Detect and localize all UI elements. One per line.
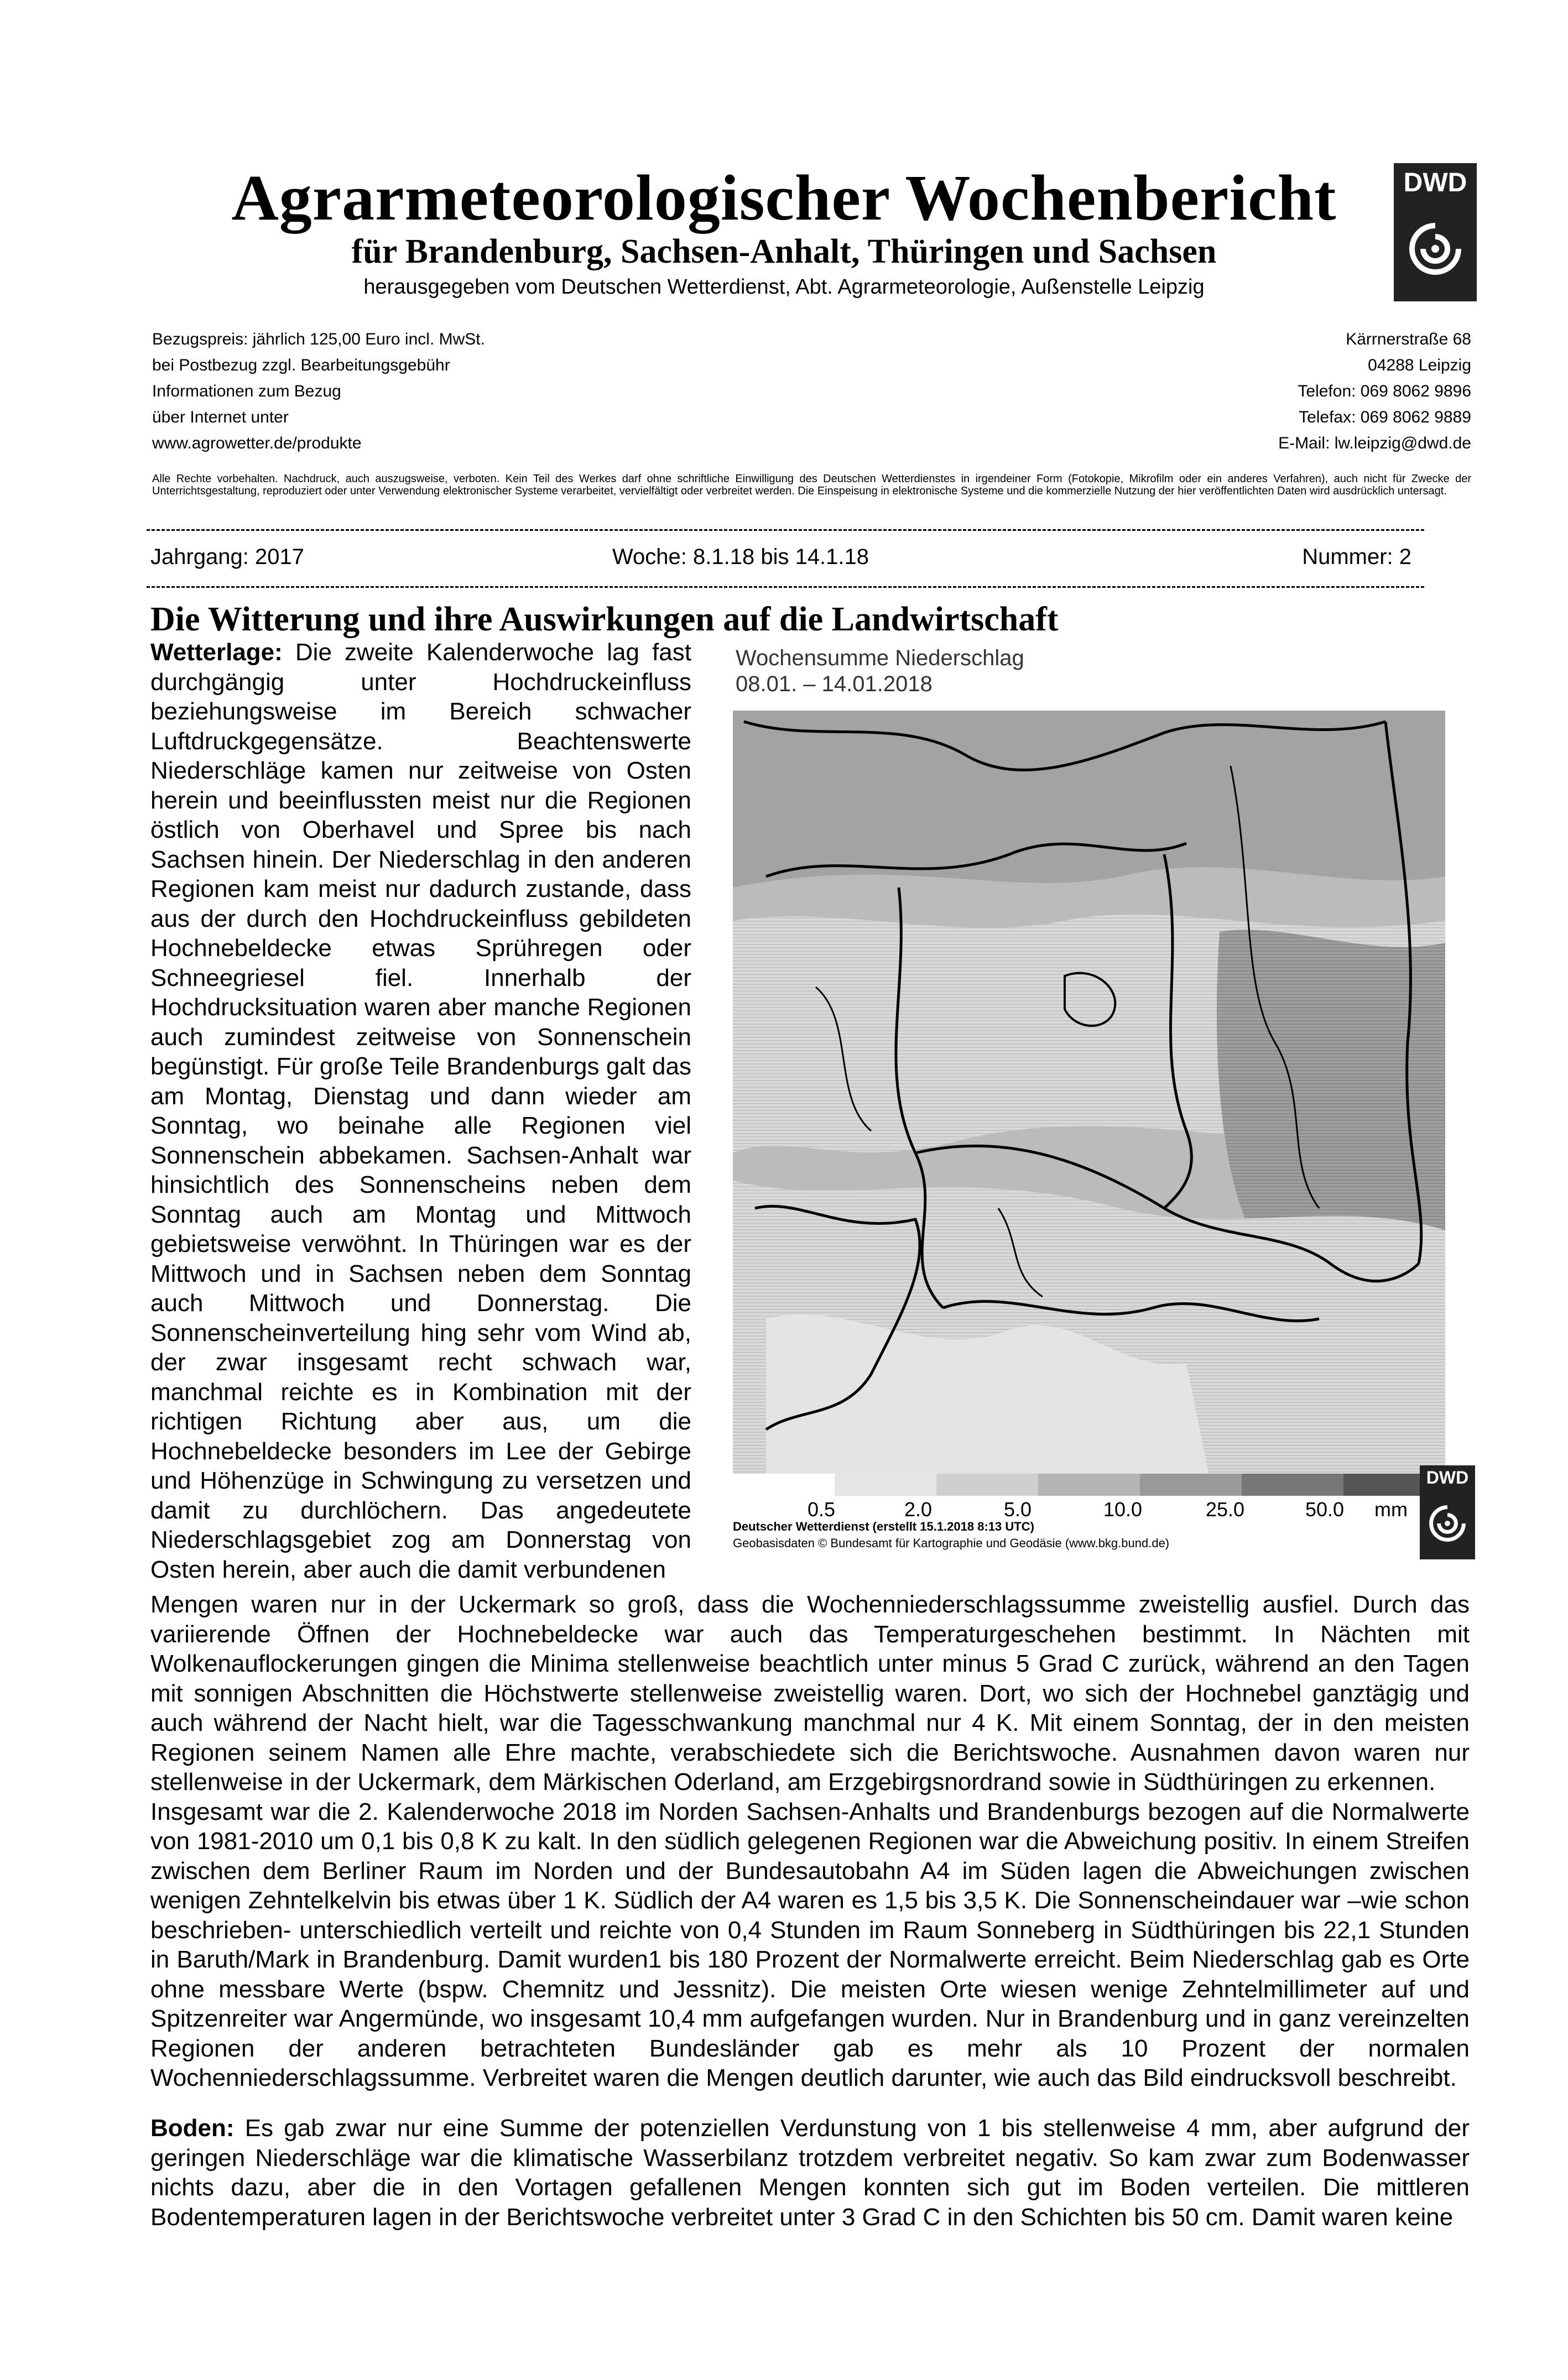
wetterlage-paragraph [150, 638, 691, 1590]
legend-unit: mm [1374, 1498, 1408, 1521]
dwd-swirl-icon [1428, 1504, 1467, 1543]
legend-label: 10.0 [1103, 1498, 1143, 1521]
map-title: Wochensumme Niederschlag [736, 646, 1024, 670]
website-link[interactable]: www.agrowetter.de/produkte [152, 434, 362, 452]
divider [147, 529, 1424, 531]
boden-text: Es gab zwar nur eine Summe der potenziellen Verdunstung von 1 bis stellenweise 4 mm, aber aufgrund der geringen Niederschläge war die klimatische Wasserbilanz trotzdem verbreitet negativ. So kam zwar zum Bodenwasser nichts dazu, aber die in den Vortagen gefallenen Mengen konnten sich gut im Boden verteilen. Die mittleren Bodentemperaturen lagen in der Berichtswoche verbreitet unter 3 Grad C in den Schichten bis 50 cm. Damit waren keine [150, 2115, 1470, 2231]
subscription-line: bei Postbezug zzgl. Bearbeitungsgebühr [152, 356, 450, 374]
boden-label: Boden: [150, 2115, 235, 2142]
legend-bar [733, 1474, 1445, 1496]
wetterlage-paragraph-2: Mengen waren nur in der Uckermark so groß, dass die Wochenniederschlagssumme zweistellig ausfiel. Durch das variierende Öffnen der Hochnebeldecke war auch das Temperaturgeschehen bestimmt. In Nächten mit Wolkenauflockerungen gingen die Minima stellenweise beachtlich unter minus 5 Grad C zurück, während an den Tagen mit sonnigen Abschnitten die Höchstwerte stellenweise zweistellig waren. Dort, wo sich der Hochnebel ganztägig und auch während der Nacht hielt, war die Tagesschwankung manchmal nur 4 K. Mit einem Sonntag, der in den meisten Regionen seinem Namen alle Ehre machte, verabschiedete sich die Berichtswoche. Ausnahmen davon waren nur stellenweise in der Uckermark, dem Märkischen Oderland, am Erzgebirgsnordrand sowie in Südthüringen zu erkennen. [150, 1591, 1470, 1796]
issue-meta [150, 545, 1411, 572]
legend-swatch [1242, 1474, 1343, 1496]
legend-swatch [936, 1474, 1038, 1496]
nummer: Nummer: 2 [1302, 545, 1411, 569]
dwd-logo-text: DWD [1426, 1468, 1469, 1488]
subscription-line: über Internet unter [152, 408, 289, 426]
page-subtitle: für Brandenburg, Sachsen-Anhalt, Thüringen und Sachsen [351, 233, 1217, 270]
copyright-notice: Alle Rechte vorbehalten. Nachdruck, auch auszugsweise, verboten. Kein Teil des Werkes darf ohne schriftliche Einwilligung des Deutschen Wetterdienstes in irgendeiner Form (Fotokopie, Mikrofilm oder ein anderes Verfahren), auch nicht für Zwecke der Unterrichtsgestaltung, reproduziert oder unter Verwendung elektronischer Systeme verarbeitet, vervielfältigt oder verbreitet werden. Die Einspeisung in elektronische Systeme und die kommerzielle Nutzung der hier veröffentlichten Daten wird ausdrücklich untersagt. [152, 473, 1471, 497]
wetterlage-label: Wetterlage: [150, 639, 283, 666]
address-city: 04288 Leipzig [1368, 356, 1471, 374]
legend-swatch [835, 1474, 936, 1496]
legend-swatch [1140, 1474, 1242, 1496]
boden-paragraph [150, 2113, 1470, 2232]
phone: Telefon: 069 8062 9896 [1298, 382, 1471, 400]
legend-swatch [1038, 1474, 1140, 1496]
dwd-swirl-icon [1408, 221, 1463, 276]
map-legend [733, 1474, 1445, 1525]
dwd-logo-text: DWD [1403, 168, 1467, 197]
precipitation-map [733, 711, 1445, 1474]
page-title: Agrarmeteorologischer Wochenbericht [231, 161, 1337, 234]
map-geodata-credit: Geobasisdaten © Bundesamt für Kartographie und Geodäsie (www.bkg.bund.de) [733, 1536, 1170, 1550]
address-street: Kärrnerstraße 68 [1346, 330, 1471, 348]
section-heading: Die Witterung und ihre Auswirkungen auf die Landwirtschaft [150, 601, 1059, 638]
map-credit: Deutscher Wetterdienst (erstellt 15.1.2018 8:13 UTC) [733, 1520, 1034, 1533]
contact-info [1278, 326, 1471, 456]
legend-label: 5.0 [1004, 1498, 1032, 1521]
wetterlage-text: Die zweite Kalenderwoche lag fast durchgängig unter Hochdruckeinfluss beziehungsweise im Bereich schwacher Luftdruckgegensätze. Beachtenswerte Niederschläge kamen nur zeitweise von Osten herein und beeinflussten meist nur die Regionen östlich von Oberhavel und Spree bis nach Sachsen hinein. Der Niederschlag in den anderen Regionen kam meist nur dadurch zustande, dass aus der durch den Hochdruckeinfluss gebildeten Hochnebeldecke etwas Sprühregen oder Schneegriesel fiel. Innerhalb der Hochdrucksituation waren aber manche Regionen auch zumindest zeitweise von Sonnenschein begünstigt. Für große Teile Brandenburgs galt das am Montag, Dienstag und dann wieder am Sonntag, wo beinahe alle Regionen viel Sonnenschein abbekamen. Sachsen-Anhalt war hinsichtlich des Sonnenscheins neben dem Sonntag auch am Montag und Mittwoch gebietsweise verwöhnt. In Thüringen war es der Mittwoch und in Sachsen neben dem Sonntag auch Mittwoch und Donnerstag. Die Sonnenscheinverteilung hing sehr vom Wind ab, der zwar insgesamt recht schwach war, manchmal reichte es in Kombination mit der richtigen Richtung aber aus, um die Hochnebeldecke besonders im Lee der Gebirge und Höhenzüge in Schwingung zu versetzen und damit zu durchlöchern. Das angedeutete Niederschlagsgebiet zog am Donnerstag von Osten herein, aber auch die damit verbundenen [150, 639, 691, 1583]
legend-label: 0.5 [808, 1498, 836, 1521]
precipitation-map-figure [713, 641, 1477, 1548]
subscription-line: Bezugspreis: jährlich 125,00 Euro incl. MwSt. [152, 330, 485, 348]
legend-label: 25.0 [1206, 1498, 1245, 1521]
dwd-logo-small [1420, 1465, 1475, 1559]
wetterlage-paragraph-3: Insgesamt war die 2. Kalenderwoche 2018 im Norden Sachsen-Anhalts und Brandenburgs bezogen auf die Normalwerte von 1981-2010 um 0,1 bis 0,8 K zu kalt. In den südlich gelegenen Regionen war die Abweichung positiv. In einem Streifen zwischen dem Berliner Raum im Norden und der Bundesautobahn A4 im Süden lagen die Abweichungen zwischen wenigen Zehntelkelvin bis etwas über 1 K. Südlich der A4 waren es 1,5 bis 3,5 K. Die Sonnenscheindauer war –wie schon beschrieben- unterschiedlich verteilt und reichte von 0,4 Stunden im Raum Sonneberg in Südthüringen bis 22,1 Stunden in Baruth/Mark in Brandenburg. Damit wurden1 bis 180 Prozent der Normalwerte erreicht. Beim Niederschlag gab es Orte ohne messbare Werte (bspw. Chemnitz und Jessnitz). Die meisten Orte wiesen wenige Zehntelmillimeter auf und Spitzenreiter war Angermünde, wo insgesamt 10,4 mm aufgefangen wurden. Nur in Brandenburg und in ganz vereinzelten Regionen der anderen betrachteten Bundesländer gab es mehr als 10 Prozent der normalen Wochenniederschlagssumme. Verbreitet waren die Mengen deutlich darunter, wie auch das Bild eindrucksvoll beschreibt. [150, 1798, 1470, 2091]
publisher-line: herausgegeben vom Deutschen Wetterdienst, Abt. Agrarmeteorologie, Außenstelle Leipzig [363, 275, 1205, 299]
wetterlage-continuation [150, 1590, 1470, 2093]
woche: Woche: 8.1.18 bis 14.1.18 [612, 545, 869, 569]
legend-label: 2.0 [904, 1498, 933, 1521]
map-graphic [733, 711, 1445, 1474]
divider [147, 586, 1424, 588]
subscription-info [152, 326, 485, 456]
email-link[interactable]: E-Mail: lw.leipzig@dwd.de [1278, 434, 1471, 452]
dwd-logo [1394, 163, 1477, 301]
legend-label: 50.0 [1305, 1498, 1345, 1521]
map-date-range: 08.01. – 14.01.2018 [736, 672, 933, 696]
subscription-line: Informationen zum Bezug [152, 382, 341, 400]
legend-swatch [733, 1474, 835, 1496]
jahrgang: Jahrgang: 2017 [150, 545, 305, 569]
fax: Telefax: 069 8062 9889 [1299, 408, 1471, 426]
